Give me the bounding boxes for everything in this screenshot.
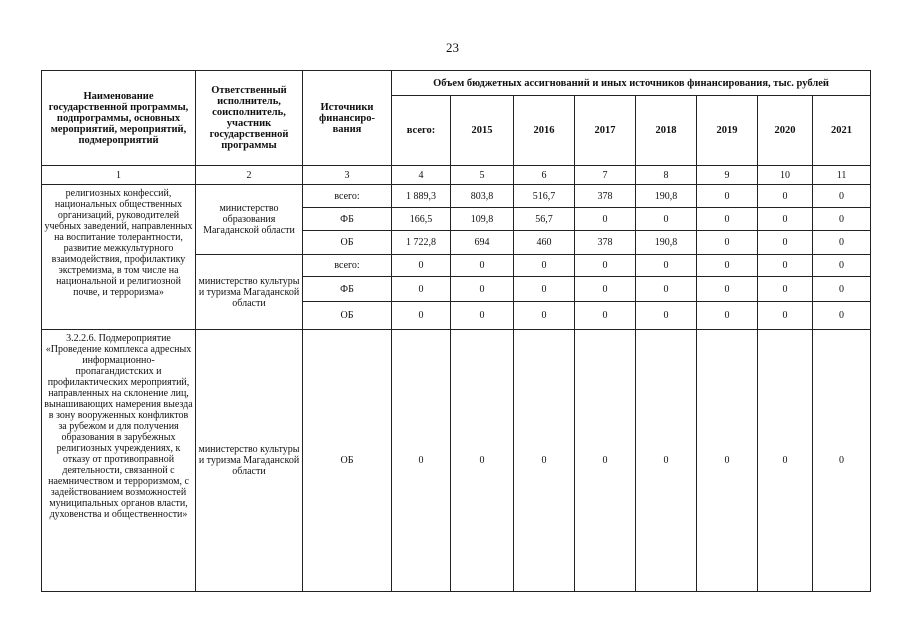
value-cell: 1 889,3 bbox=[392, 185, 451, 208]
value-cell: 0 bbox=[575, 255, 636, 277]
page-number: 23 bbox=[446, 40, 459, 55]
column-number: 9 bbox=[697, 166, 758, 185]
value-cell: 0 bbox=[813, 330, 871, 592]
column-number: 11 bbox=[813, 166, 871, 185]
value-cell: 0 bbox=[697, 301, 758, 329]
value-cell: 0 bbox=[697, 230, 758, 254]
column-number: 7 bbox=[575, 166, 636, 185]
header-year: 2016 bbox=[514, 96, 575, 166]
column-number-row bbox=[42, 166, 871, 185]
table-row bbox=[42, 185, 871, 208]
value-cell: 0 bbox=[697, 277, 758, 301]
header-sources: Источники финансиро-вания bbox=[303, 71, 392, 166]
column-number: 10 bbox=[758, 166, 813, 185]
value-cell: 0 bbox=[636, 301, 697, 329]
value-cell: 0 bbox=[813, 185, 871, 208]
value-cell: 0 bbox=[758, 255, 813, 277]
value-cell: 0 bbox=[392, 330, 451, 592]
source-cell: ОБ bbox=[303, 330, 392, 592]
value-cell: 0 bbox=[697, 185, 758, 208]
value-cell: 0 bbox=[697, 330, 758, 592]
value-cell: 56,7 bbox=[514, 208, 575, 230]
value-cell: 460 bbox=[514, 230, 575, 254]
header-total: всего: bbox=[392, 96, 451, 166]
value-cell: 0 bbox=[392, 255, 451, 277]
value-cell: 0 bbox=[451, 277, 514, 301]
value-cell: 694 bbox=[451, 230, 514, 254]
header-year: 2020 bbox=[758, 96, 813, 166]
value-cell: 803,8 bbox=[451, 185, 514, 208]
value-cell: 0 bbox=[758, 230, 813, 254]
value-cell: 516,7 bbox=[514, 185, 575, 208]
value-cell: 0 bbox=[758, 301, 813, 329]
executor-name: министерство образования Магаданской области bbox=[196, 185, 303, 255]
value-cell: 0 bbox=[636, 330, 697, 592]
value-cell: 0 bbox=[514, 301, 575, 329]
value-cell: 0 bbox=[813, 301, 871, 329]
header-year: 2015 bbox=[451, 96, 514, 166]
value-cell: 0 bbox=[575, 301, 636, 329]
source-cell: ОБ bbox=[303, 301, 392, 329]
column-number: 6 bbox=[514, 166, 575, 185]
value-cell: 0 bbox=[514, 255, 575, 277]
source-cell: всего: bbox=[303, 255, 392, 277]
value-cell: 0 bbox=[758, 330, 813, 592]
value-cell: 0 bbox=[813, 255, 871, 277]
value-cell: 0 bbox=[697, 208, 758, 230]
value-cell: 0 bbox=[514, 277, 575, 301]
header-year: 2019 bbox=[697, 96, 758, 166]
value-cell: 0 bbox=[758, 208, 813, 230]
executor-name: министерство культуры и туризма Магаданской области bbox=[196, 255, 303, 330]
budget-table bbox=[41, 70, 871, 592]
value-cell: 190,8 bbox=[636, 230, 697, 254]
header-name: Наименование государственной программы, подпрограммы, основных мероприятий, мероприятий, подмероприятий bbox=[42, 71, 196, 166]
value-cell: 0 bbox=[575, 277, 636, 301]
value-cell: 0 bbox=[451, 255, 514, 277]
header-year: 2017 bbox=[575, 96, 636, 166]
source-cell: всего: bbox=[303, 185, 392, 208]
value-cell: 0 bbox=[813, 208, 871, 230]
value-cell: 0 bbox=[758, 277, 813, 301]
value-cell: 0 bbox=[636, 255, 697, 277]
value-cell: 0 bbox=[697, 255, 758, 277]
header-year: 2021 bbox=[813, 96, 871, 166]
value-cell: 378 bbox=[575, 230, 636, 254]
column-number: 8 bbox=[636, 166, 697, 185]
source-cell: ОБ bbox=[303, 230, 392, 254]
column-number: 3 bbox=[303, 166, 392, 185]
header-volume: Объем бюджетных ассигнований и иных источников финансирования, тыс. рублей bbox=[392, 71, 871, 96]
value-cell: 0 bbox=[813, 230, 871, 254]
source-cell: ФБ bbox=[303, 208, 392, 230]
value-cell: 0 bbox=[451, 301, 514, 329]
measure-name: религиозных конфессий, национальных общественных организаций, руководителей учебных заведений, направленных на воспитание толерантности, развитие межкультурного взаимодействия, профилактику экстремизма, в том числе на национальной и религиозной почве, и терроризма» bbox=[42, 185, 196, 330]
value-cell: 0 bbox=[636, 208, 697, 230]
value-cell: 166,5 bbox=[392, 208, 451, 230]
value-cell: 0 bbox=[392, 301, 451, 329]
value-cell: 0 bbox=[575, 330, 636, 592]
source-cell: ФБ bbox=[303, 277, 392, 301]
measure-name: 3.2.2.6. Подмероприятие «Проведение комплекса адресных информационно-пропагандистских и профилактических мероприятий, направленных на склонение лиц, вынашивающих намерения выезда в зону вооруженных конфликтов за рубежом и для получения образования в зарубежных религиозных учреждениях, к отказу от противоправной деятельности, связанной с наемничеством и терроризмом, с задействованием возможностей муниципальных органов власти, духовенства и общественности» bbox=[42, 330, 196, 592]
value-cell: 0 bbox=[636, 277, 697, 301]
value-cell: 0 bbox=[758, 185, 813, 208]
executor-name: министерство культуры и туризма Магаданской области bbox=[196, 330, 303, 592]
value-cell: 378 bbox=[575, 185, 636, 208]
header-executor: Ответственный исполнитель, соисполнитель, участник государственной программы bbox=[196, 71, 303, 166]
column-number: 4 bbox=[392, 166, 451, 185]
value-cell: 0 bbox=[514, 330, 575, 592]
value-cell: 0 bbox=[451, 330, 514, 592]
value-cell: 0 bbox=[813, 277, 871, 301]
value-cell: 190,8 bbox=[636, 185, 697, 208]
value-cell: 0 bbox=[392, 277, 451, 301]
column-number: 1 bbox=[42, 166, 196, 185]
value-cell: 0 bbox=[575, 208, 636, 230]
value-cell: 1 722,8 bbox=[392, 230, 451, 254]
column-number: 5 bbox=[451, 166, 514, 185]
value-cell: 109,8 bbox=[451, 208, 514, 230]
column-number: 2 bbox=[196, 166, 303, 185]
header-year: 2018 bbox=[636, 96, 697, 166]
table-row bbox=[42, 330, 871, 592]
